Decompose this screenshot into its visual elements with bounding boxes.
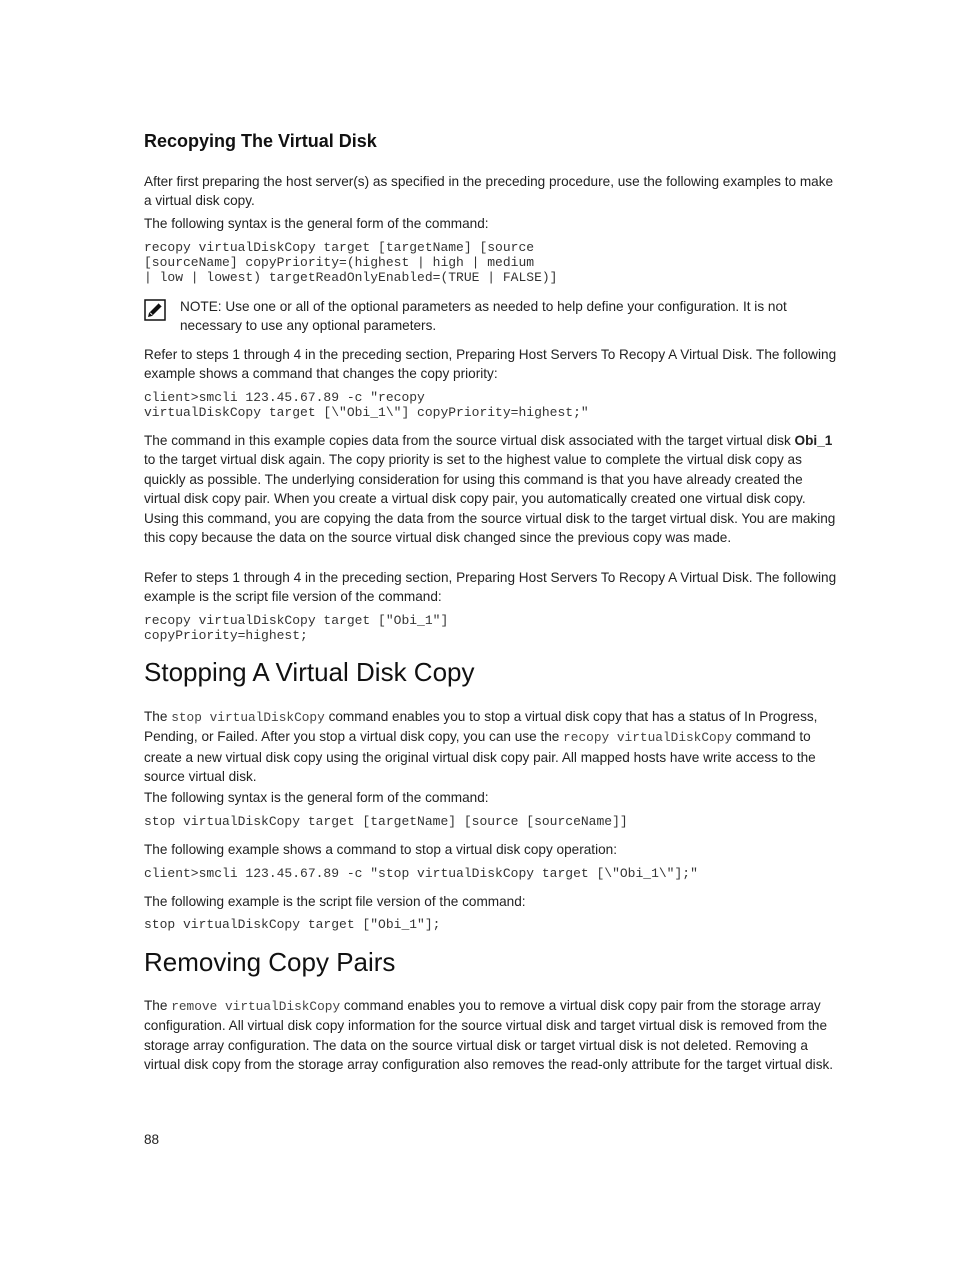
recopy-example-code: client>smcli 123.45.67.89 -c "recopy virtualDiskCopy target [\"Obi_1\"] copyPriority=highest;" [144, 390, 589, 420]
recopy-script-code: recopy virtualDiskCopy target ["Obi_1"] copyPriority=highest; [144, 613, 449, 643]
explain-text-2: to the target virtual disk again. The copy priority is set to the highest value to complete the virtual disk copy as quickly as possible. The underlying consideration for using this command is that you have already created the virtual disk copy pair. When you create a virtual disk copy pair, you automatically created one virtual disk copy. Using this command, you are copying the data from the source virtual disk to the target virtual disk. You are making this copy because the data on the source virtual disk changed since the previous copy was made. [144, 452, 836, 546]
stop-script-code: stop virtualDiskCopy target ["Obi_1"]; [144, 917, 441, 932]
recopy-intro-paragraph: After first preparing the host server(s) as specified in the preceding procedure, use the following examples to make a virtual disk copy. [144, 174, 834, 209]
recopy-syntax-intro: The following syntax is the general form of the command: [144, 216, 489, 231]
remove-inline-code: remove virtualDiskCopy [171, 999, 341, 1014]
section-heading-stop: Stopping A Virtual Disk Copy [144, 657, 475, 687]
note-body: Use one or all of the optional parameters as needed to help define your configuration. It is not necessary to use any optional parameters. [180, 299, 787, 334]
remove-text-1: The [144, 998, 172, 1013]
page-number: 88 [144, 1132, 160, 1147]
remove-text-2: command enables you to remove a virtual disk copy pair from the storage array configuration. All virtual disk copy information for the source virtual disk and target virtual disk is removed from the storage array configuration. The data on the source virtual disk or target virtual disk is not deleted. Removing a virtual disk copy from the storage array configuration also removes the read-only attribute for the target virtual disk. [144, 998, 834, 1073]
explain-text-1: The command in this example copies data from the source virtual disk associated with the target virtual disk [144, 433, 795, 448]
stop-text-3: command to create a new virtual disk copy using the original virtual disk copy pair. All mapped hosts have write access to the source virtual disk. [144, 729, 816, 785]
stop-example-code: client>smcli 123.45.67.89 -c "stop virtualDiskCopy target [\"Obi_1\"];" [144, 866, 698, 881]
stop-inline-code-1: stop virtualDiskCopy [171, 710, 325, 725]
stop-text-2: command enables you to stop a virtual disk copy that has a status of In Progress, Pending, or Failed. After you stop a virtual disk copy, you can use the [144, 709, 818, 745]
explain-target-name: Obi_1 [794, 433, 833, 448]
stop-inline-code-2: recopy virtualDiskCopy [563, 730, 733, 746]
stop-syntax-code: stop virtualDiskCopy target [targetName] [source [sourceName]] [144, 814, 628, 829]
stop-example-intro: The following example shows a command to stop a virtual disk copy operation: [144, 842, 618, 857]
stop-syntax-intro: The following syntax is the general form of the command: [144, 790, 489, 805]
recopy-refer-paragraph-2: Refer to steps 1 through 4 in the preceding section, Preparing Host Servers To Recopy A Virtual Disk. The following example is the script file version of the command: [144, 570, 837, 605]
stop-script-intro: The following example is the script file version of the command: [144, 894, 526, 909]
stop-text-1: The [144, 709, 172, 724]
recopy-syntax-code: recopy virtualDiskCopy target [targetName] [source [sourceName] copyPriority=(highest | high | medium | low | lowest) targetReadOnlyEnabled=(TRUE | FALSE)] [144, 240, 558, 285]
recopy-explanation-paragraph [144, 431, 840, 547]
pencil-note-icon [144, 299, 166, 321]
remove-intro-paragraph [144, 996, 840, 1075]
note-text [180, 297, 840, 336]
recopy-refer-paragraph-1: Refer to steps 1 through 4 in the preceding section, Preparing Host Servers To Recopy A Virtual Disk. The following example shows a command that changes the copy priority: [144, 347, 837, 382]
section-heading-remove: Removing Copy Pairs [144, 947, 396, 977]
note-label: NOTE: [180, 299, 222, 314]
section-heading-recopy: Recopying The Virtual Disk [144, 131, 377, 151]
stop-intro-paragraph [144, 707, 840, 787]
